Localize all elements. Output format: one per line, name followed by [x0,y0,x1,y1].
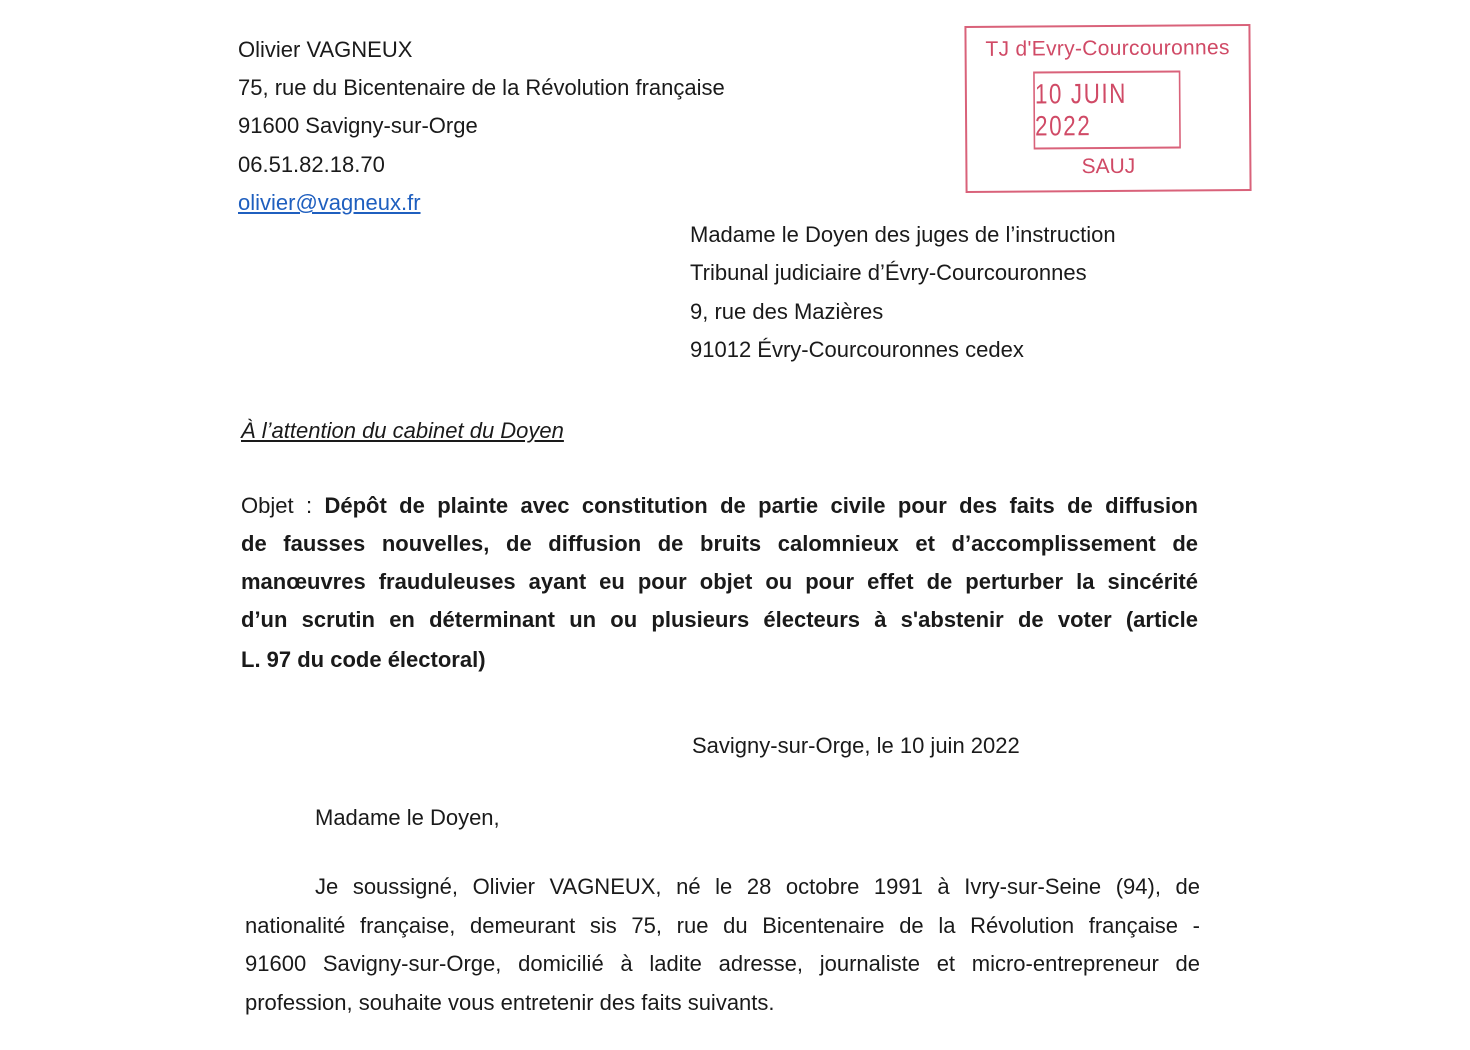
recipient-line: 9, rue des Mazières [690,299,884,324]
subject-line: manœuvres frauduleuses ayant eu pour objet ou pour effet de perturber la sincérité [241,569,1198,594]
place-date: Savigny-sur-Orge, le 10 juin 2022 [692,733,1020,758]
body-line: Je soussigné, Olivier VAGNEUX, né le 28 octobre 1991 à Ivry-sur-Seine (94), de [315,874,1200,899]
subject-label: Objet : [241,493,325,518]
recipient-line: Madame le Doyen des juges de l’instruction [690,222,1116,247]
salutation: Madame le Doyen, [315,805,500,830]
body-line: nationalité française, demeurant sis 75, rue du Bicentenaire de la Révolution française - [245,913,1200,938]
stamp-date: 10 JUIN 2022 [1033,70,1181,149]
sender-street: 75, rue du Bicentenaire de la Révolution française [238,75,725,100]
body-line: 91600 Savigny-sur-Orge, domicilié à ladite adresse, journaliste et micro-entrepreneur de [245,951,1200,976]
subject-line: Objet : Dépôt de plainte avec constitution de partie civile pour des faits de diffusion [241,493,1198,518]
recipient-line: 91012 Évry-Courcouronnes cedex [690,337,1024,362]
subject-line: L. 97 du code électoral) [241,647,486,672]
stamp-court: TJ d'Evry-Courcouronnes [985,36,1230,61]
sender-email-link[interactable]: olivier@vagneux.fr [238,190,421,215]
sender-phone: 06.51.82.18.70 [238,152,385,177]
attention-line: À l’attention du cabinet du Doyen [241,418,564,443]
stamp-service: SAUJ [1081,154,1136,179]
subject-line: de fausses nouvelles, de diffusion de bruits calomnieux et d’accomplissement de [241,531,1198,556]
court-stamp [964,24,1251,193]
sender-name: Olivier VAGNEUX [238,37,413,62]
body-line: profession, souhaite vous entretenir des faits suivants. [245,990,775,1015]
subject-line: d’un scrutin en déterminant un ou plusieurs électeurs à s'abstenir de voter (article [241,607,1198,632]
sender-city: 91600 Savigny-sur-Orge [238,113,478,138]
recipient-line: Tribunal judiciaire d’Évry-Courcouronnes [690,260,1087,285]
